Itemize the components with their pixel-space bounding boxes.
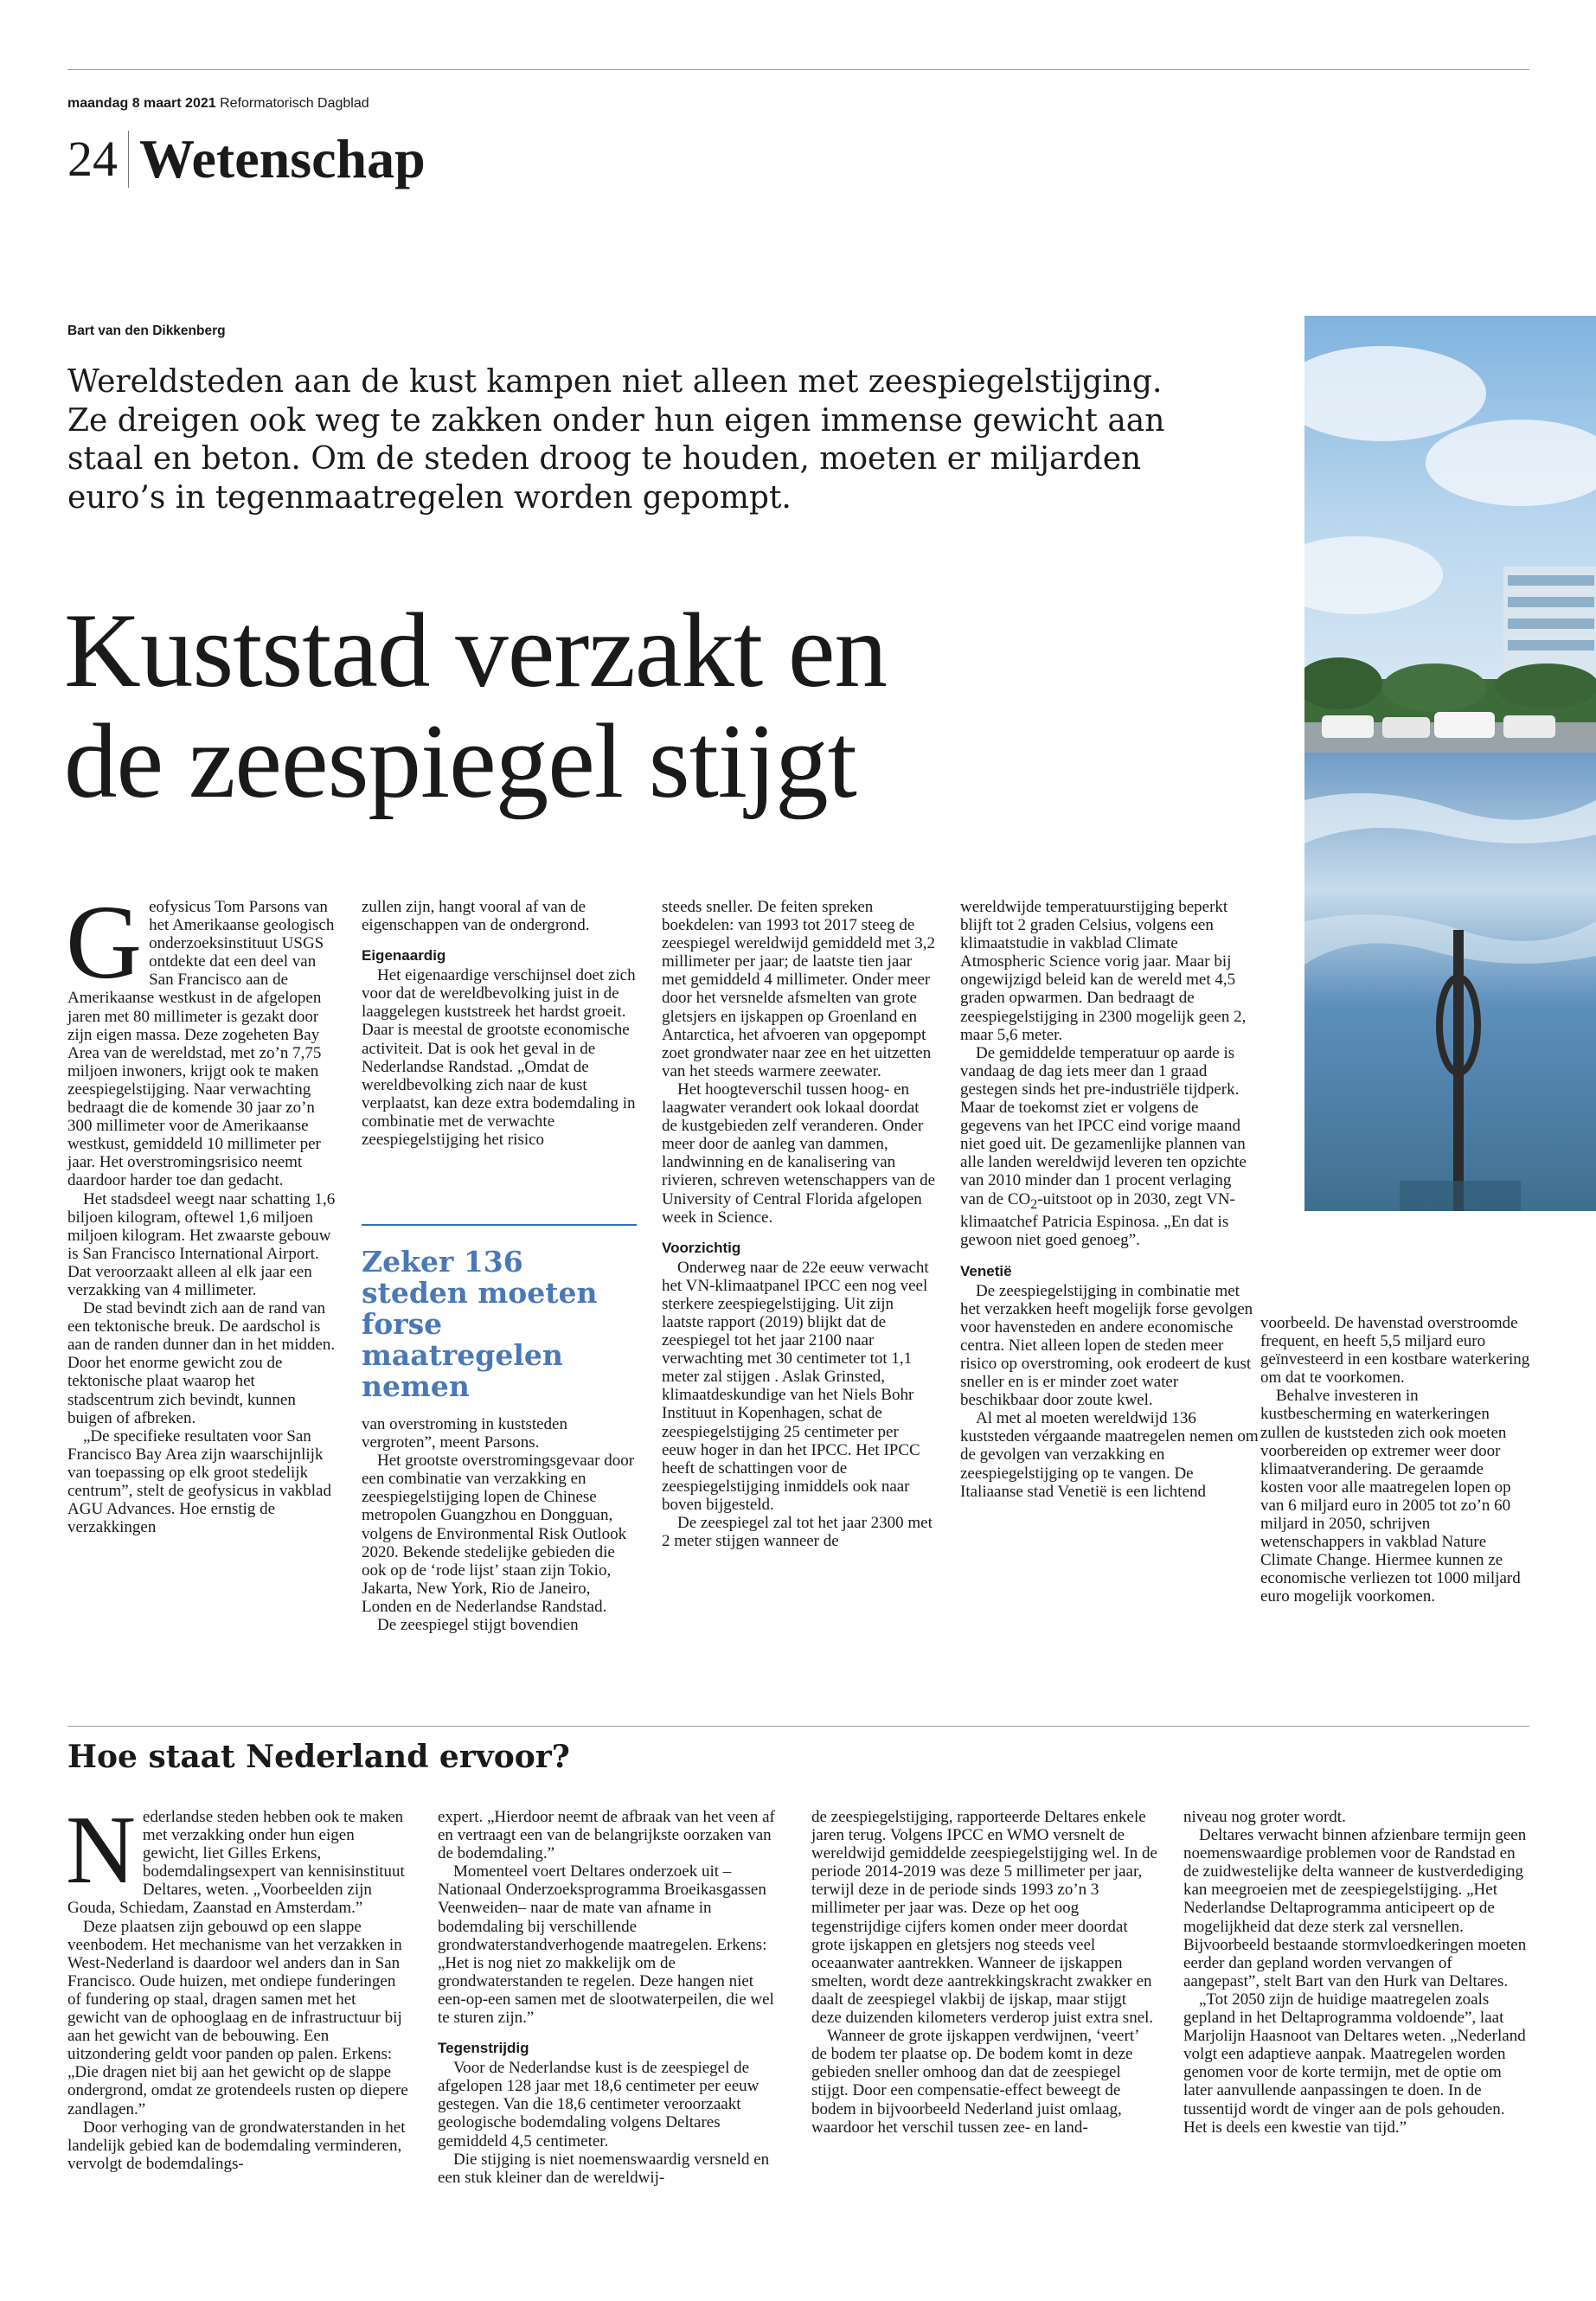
sidebar-column-4 — [1183, 1808, 1529, 2137]
paragraph: Wanneer de grote ijskappen verdwijnen, ‘veert’ de bodem ter plaatse op. De bodem komt in deze gebieden sneller omhoog dan dat de zeespiegel stijgt. Door een compensatie-effect beweegt de bodem in bijvoorbeeld Nederland juist omlaag, waardoor het verschil tussen zee- en land- — [811, 2027, 1139, 2137]
paragraph: voorbeeld. De havenstad overstroomde frequent, en heeft 5,5 miljard euro geïnvesteerd in een kostbare waterkering om dat te voorkomen. — [1260, 1314, 1530, 1388]
paragraph — [960, 1044, 1259, 1250]
issue-date: maandag 8 maart 2021 — [67, 96, 216, 111]
paragraph: Het grootste overstromingsgevaar door een combinatie van verzakking en zeespiegelstijging lopen de Chinese metropolen Guangzhou en Dongguan, volgens de Environmental Risk Outlook 2020. Bekende stedelijke gebieden die ook op de ‘rode lijst’ staan zijn Tokio, Jakarta, New York, Rio de Janeiro, Londen en de Nederlandse Randstad. — [362, 1452, 635, 1616]
paragraph: Die stijging is niet noemenswaardig versneld en een stuk kleiner dan de wereldwij- — [438, 2150, 770, 2187]
paragraph: niveau nog groter wordt. — [1183, 1808, 1346, 1826]
section-header — [67, 125, 426, 194]
headline-line-1: Kuststad verzakt en — [64, 591, 888, 709]
article-column-3 — [662, 898, 937, 1550]
paragraph: expert. „Hierdoor neemt de afbraak van het veen af en vertraagt een van de belangrijkste oorzaken van de bodemdaling.” — [438, 1808, 775, 1863]
intro-lead: Wereldsteden aan de kust kampen niet alleen met zeespiegelstijging. Ze dreigen ook weg te zakken onder hun eigen immense gewicht aan staal en beton. Om de steden droog te houden, moeten er miljarden euro’s in tegenmaatregelen worden gepompt. — [67, 364, 1165, 516]
subheading-venetie: Venetië — [960, 1262, 1012, 1279]
article-column-2-top — [362, 898, 637, 1149]
paragraph: Deze plaatsen zijn gebouwd op een slappe veenbodem. Het mechanisme van het verzakken in West-Nederland is daardoor wel anders dan in San Francisco. Oude huizen, met ondiepe funderingen of fundering op staal, dragen samen met het gewicht van de ophooglaag en de infrastructuur bij aan het gewicht van de bebouwing. Een uitzondering geldt voor panden op palen. Erkens: „Die dragen niet bij aan het gewicht op de slappe ondergrond, omdat ze grotendeels rusten op diepere zandlagen.” — [67, 1917, 408, 2118]
paragraph: Voor de Nederlandse kust is de zeespiegel de afgelopen 128 jaar met 18,6 centimeter per eeuw gestegen. Van die 18,6 centimeter veroorzaakt geologische bodemdaling volgens Deltares gemiddeld 4,5 centimeter. — [438, 2059, 760, 2150]
paragraph: Momenteel voert Deltares onderzoek uit –Nationaal Onderzoeksprogramma Broeikasgassen Veenweiden– naar de mate van afname in bodemdaling bij verschillende grondwaterstandverhogende maatregelen. Erkens: „Het is nog niet zo makkelijk om de grondwaterstanden te regelen. Deze hangen niet een-op-een samen met de slootwaterpeilen, die wel te sturen zijn.” — [438, 1862, 774, 2028]
subheading-tegenstrijdig: Tegenstrijdig — [438, 2040, 529, 2057]
paragraph: Behalve investeren in kustbescherming en waterkeringen zullen de kuststeden zich ook moeten voorbereiden op extremer weer door klimaatverandering. De geraamde kosten voor alle maatregelen lopen op van 6 miljard euro in 2005 tot zo’n 60 miljard in 2050, schrijven wetenschappers in vakblad Nature Climate Change. Hiermee kunnen ze economische verliezen tot 1000 miljard euro mogelijk voorkomen. — [1260, 1387, 1521, 1606]
paragraph: Door verhoging van de grondwaterstanden in het landelijk gebied kan de bodemdaling verminderen, vervolgt de bodemdalings- — [67, 2118, 406, 2173]
paragraph: van overstroming in kuststeden vergroten”, meent Parsons. — [362, 1415, 567, 1452]
subheading-voorzichtig: Voorzichtig — [662, 1239, 741, 1256]
dropcap: G — [66, 884, 143, 1001]
sidebar-column-2 — [438, 1808, 784, 2187]
paragraph: Het eigenaardige verschijnsel doet zich voor dat de wereldbevolking juist in de laaggelegen kuststreek het hardst groeit. Daar is meestal de grootste economische activiteit. Dat is ook het geval in de Nederlandse Randstad. „Omdat de wereldbevolking zich naar de kust verplaatst, kan deze extra bodemdaling in combinatie met de verwachte zeespiegelstijging het risico — [362, 966, 636, 1150]
sidebar-rule — [67, 1726, 1529, 1727]
paragraph: De zeespiegelstijging in combinatie met het verzakken heeft mogelijk forse gevolgen voor havensteden en andere economische centra. Niet alleen lopen de steden meer risico op overstroming, ook erodeert de kust sneller en is er minder zoet water beschikbaar door zoute kwel. — [960, 1281, 1253, 1410]
sidebar-column-1 — [66, 1797, 412, 2173]
pull-quote: Zeker 136 steden moeten forse maatregelen nemen — [362, 1224, 637, 1402]
paragraph: Al met al moeten wereldwijd 136 kuststeden vérgaande maatregelen nemen om de gevolgen van verzakking en zeespiegelstijging op te vangen. De Italiaanse stad Venetië is een lichtend — [960, 1409, 1259, 1501]
paragraph-text: De gemiddelde temperatuur op aarde is vandaag de dag iets meer dan 1 graad gestegen sinds het pre-industriële tijdperk. Maar de toekomst ziet er volgens de gegevens van het IPCC eind vorige maand niet goed uit. De gezamenlijke plannen van alle landen wereldwijd leveren ten opzichte van 2010 minder dan 1 procent verlaging van de CO — [960, 1043, 1247, 1208]
paragraph: de zeespiegelstijging, rapporteerde Deltares enkele jaren terug. Volgens IPCC en WMO versnelt de wereldwijd gemiddelde zeespiegelstijging wel. In de periode 2014-2019 was deze 5 millimeter per jaar, terwijl deze in de periode sinds 1993 zo’n 3 millimeter per jaar was. Deze op het oog tegenstrijdige cijfers komen onder meer doordat grote ijskappen en gletsjers nog steeds veel oceaanwater aantrekken. Wanneer de ijskappen smelten, wordt deze aantrekkingskracht zwakker en daalt de zeespiegel vlakbij de ijskap, maar stijgt deze duizenden kilometers verderop juist extra snel. — [811, 1808, 1157, 2028]
co2-subscript: 2 — [1030, 1196, 1038, 1212]
paragraph: Onderweg naar de 22e eeuw verwacht het VN-klimaatpanel IPCC een nog veel sterkere zeespiegelstijging. Uit zijn laatste rapport (2019) blijkt dat de zeespiegel tot het jaar 2100 naar verwachting met 30 centimeter tot 1,1 meter zal stijgen . Aslak Grinsted, klimaatdeskundige van het Niels Bohr Instituut in Kopenhagen, schat de zeespiegelstijging 25 centimeter per eeuw hoger in dan het IPCC. Het IPCC heeft de schattingen voor de zeespiegelstijging inmiddels ook naar boven bijgesteld. — [662, 1258, 929, 1514]
paragraph: wereldwijde temperatuurstijging beperkt blijft tot 2 graden Celsius, volgens een klimaatstudie in vakblad Climate Atmospheric Science vorig jaar. Maar bij ongewijzigd beleid kan de wereld met 4,5 graden opwarmen. Dan bedraagt de zeespiegelstijging in 2300 mogelijk geen 2, maar 5,6 meter. — [960, 898, 1247, 1044]
section-title: Wetenschap — [139, 128, 426, 189]
paragraph: Het hoogteverschil tussen hoog- en laagwater verandert ook lokaal doordat de kustgebieden zelf veranderen. Onder meer door de aanleg van dammen, landwinning en de kanalisering van rivieren, schreven wetenschappers van de University of Central Florida afgelopen week in Science. — [662, 1080, 935, 1227]
paragraph: Deltares verwacht binnen afzienbare termijn geen noemenswaardige problemen voor de Randstad en de zuidwestelijke delta wanneer de kustverdediging kan meegroeien met de zeespiegelstijging. „Het Nederlandse Deltaprogramma anticipeert op de mogelijkheid dat deze sterk zal versnellen. Bijvoorbeeld bestaande stormvloedkeringen moeten eerder dan gepland worden vervangen of aangepast”, stelt Bart van den Hurk van Deltares. — [1183, 1826, 1527, 1990]
top-rule — [67, 69, 1529, 70]
headline-line-2: de zeespiegel stijgt — [64, 702, 856, 820]
paragraph-text: -uitstoot op in 2030, zegt VN-klimaatchef Patricia Espinosa. „En dat is gewoon niet goed genoeg”. — [960, 1189, 1235, 1250]
dateline — [67, 96, 369, 112]
article-column-2-bottom — [362, 1415, 637, 1634]
paragraph: eofysicus Tom Parsons van het Amerikaanse geologisch onderzoeksinstituut USGS ontdekte dat een deel van San Francisco aan de Amerikaanse westkust in de afgelopen jaren met 80 millimeter is gezakt door zijn eigen massa. Deze zogeheten Bay Area van de wereldstad, met zo’n 7,75 miljoen inwoners, krijgt ook te maken zeespiegelstijging. Naar verwachting bedraagt die de komende 30 jaar zo’n 300 millimeter voor de Amerikaanse westkust, gemiddeld 10 millimeter per jaar. Het overstromingsrisico neemt daardoor harder toe dan gedacht. — [67, 898, 335, 1190]
article-column-1 — [66, 884, 343, 1537]
paragraph: Het stadsdeel weegt naar schatting 1,6 biljoen kilogram, oftewel 1,6 miljoen miljoen kilogram. Het zwaarste gebouw is San Francisco International Airport. Dat veroorzaakt alleen al elk jaar een verzakking van 4 millimeter. — [67, 1189, 336, 1299]
paragraph: De zeespiegel stijgt bovendien — [377, 1616, 579, 1635]
sidebar-dropcap: N — [66, 1797, 136, 1904]
article-headline — [64, 591, 1189, 820]
paragraph: „Tot 2050 zijn de huidige maatregelen zoals gepland in het Deltaprogramma voldoende”, laat Marjolijn Haasnoot van Deltares weten. „Nederland volgt een adaptieve aanpak. Maatregelen worden genomen voor de korte termijn, met de optie om later aanvullende aanpassingen te doen. In de tussentijd wordt de vinger aan de pols gehouden. Het is deels een kwestie van tijd.” — [1183, 1990, 1526, 2137]
paragraph: De stad bevindt zich aan de rand van een tektonische breuk. De aardschol is aan de randen dunner dan in het midden. Door het enorme gewicht zou de tektonische plaat waarop het stadscentrum zich bevindt, kunnen buigen of afbreken. — [67, 1299, 336, 1427]
article-column-4 — [960, 898, 1259, 1501]
paragraph: zullen zijn, hangt vooral af van de eigenschappen van de ondergrond. — [362, 898, 590, 935]
paragraph: „De specifieke resultaten voor San Francisco Bay Area zijn waarschijnlijk van toepassing op elk groot stedelijk centrum”, stelt de geofysicus in vakblad AGU Advances. Hoe ernstig de verzakkingen — [67, 1426, 331, 1537]
paragraph: steeds sneller. De feiten spreken boekdelen: van 1993 tot 2017 steeg de zeespiegel wereldwijd gemiddeld met 3,2 millimeter per jaar; de laatste tien jaar met gemiddeld 4 millimeter. Onder meer door het versnelde afsmelten van grote gletsjers en ijskappen op Groenland en Antarctica, het afvoeren van opgepompt zoet grondwater naar zee en het uitzetten van het steeds warmere zeewater. — [662, 898, 936, 1080]
paragraph: De zeespiegel zal tot het jaar 2300 met 2 meter stijgen wanneer de — [662, 1514, 933, 1551]
paragraph: ederlandse steden hebben ook te maken met verzakking onder hun eigen gewicht, liet Gilles Erkens, bodemdalingsexpert van kennisinstituut Deltares, weten. „Voorbeelden zijn Gouda, Schiedam, Zaanstad en Amsterdam.” — [67, 1808, 405, 1918]
page-number: 24 — [67, 131, 129, 188]
subheading-eigenaardig: Eigenaardig — [362, 947, 446, 965]
article-photo — [1304, 316, 1596, 1211]
paper-name: Reformatorisch Dagblad — [220, 96, 369, 111]
article-column-5 — [1260, 1314, 1530, 1606]
sidebar-title: Hoe staat Nederland ervoor? — [67, 1739, 570, 1775]
sidebar-column-3 — [811, 1808, 1157, 2137]
flooded-parking-photo — [1304, 316, 1596, 1211]
author-byline: Bart van den Dikkenberg — [67, 324, 226, 338]
